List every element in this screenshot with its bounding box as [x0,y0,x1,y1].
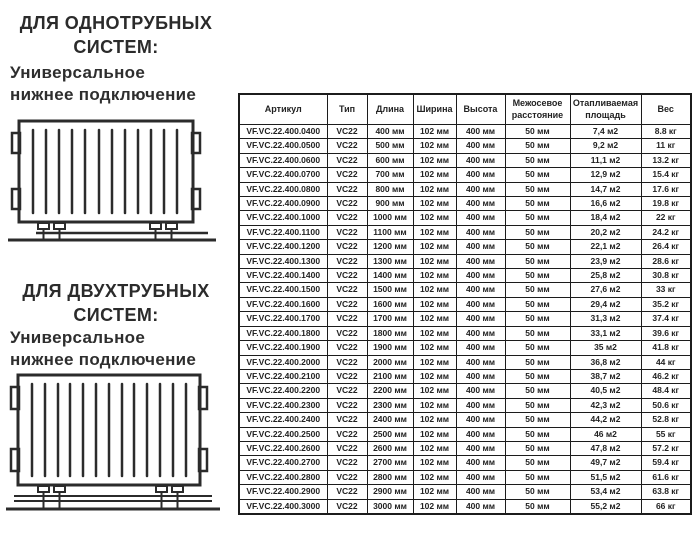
table-cell: 900 мм [367,197,413,211]
table-cell: VC22 [327,470,367,484]
table-cell: 50 мм [505,312,570,326]
table-cell: 17.6 кг [641,182,691,196]
table-cell: 50 мм [505,211,570,225]
table-cell: 102 мм [413,470,456,484]
table-cell: VC22 [327,153,367,167]
table-cell: 31,3 м2 [570,312,641,326]
table-cell: 37.4 кг [641,312,691,326]
table-cell: 11 кг [641,139,691,153]
table-cell: 400 мм [456,168,505,182]
column-header: Ширина [413,94,456,125]
table-cell: 1700 мм [367,312,413,326]
table-cell: 400 мм [456,355,505,369]
table-row [239,499,691,514]
table-cell: VC22 [327,297,367,311]
table-cell: VF.VC.22.400.1600 [239,297,327,311]
table-cell: 50 мм [505,470,570,484]
table-cell: 44,2 м2 [570,413,641,427]
table-cell: 50 мм [505,153,570,167]
table-cell: 1600 мм [367,297,413,311]
table-cell: VC22 [327,398,367,412]
table-cell: 2800 мм [367,470,413,484]
table-cell: 25,8 м2 [570,269,641,283]
table-cell: VF.VC.22.400.0800 [239,182,327,196]
table-cell: VF.VC.22.400.2800 [239,470,327,484]
table-cell: 400 мм [456,125,505,139]
column-header: Отапливаемая площадь [570,94,641,125]
table-cell: VC22 [327,456,367,470]
table-cell: 2700 мм [367,456,413,470]
table-cell: VC22 [327,197,367,211]
table-cell: 2000 мм [367,355,413,369]
table-cell: 20,2 м2 [570,225,641,239]
valve-connections [38,223,177,240]
table-cell: 102 мм [413,197,456,211]
table-cell: 400 мм [456,485,505,499]
table-cell: 59.4 кг [641,456,691,470]
table-row [239,168,691,182]
table-row [239,413,691,427]
table-cell: 50 мм [505,197,570,211]
section-subtitle-line: нижнее подключение [10,350,197,370]
spec-table-body [239,125,691,514]
table-cell: 42,3 м2 [570,398,641,412]
table-row [239,197,691,211]
table-cell: VF.VC.22.400.1200 [239,240,327,254]
table-cell: 102 мм [413,499,456,514]
table-cell: 36,8 м2 [570,355,641,369]
table-row [239,283,691,297]
table-cell: VC22 [327,341,367,355]
table-cell: 33,1 м2 [570,326,641,340]
table-cell: 400 мм [456,441,505,455]
table-cell: 50 мм [505,398,570,412]
table-row [239,470,691,484]
table-cell: 40,5 м2 [570,384,641,398]
column-header: Артикул [239,94,327,125]
table-cell: 400 мм [456,254,505,268]
table-cell: VC22 [327,125,367,139]
table-cell: 400 мм [456,283,505,297]
table-cell: VF.VC.22.400.3000 [239,499,327,514]
table-cell: 2100 мм [367,369,413,383]
table-cell: 102 мм [413,485,456,499]
table-cell: 2200 мм [367,384,413,398]
table-cell: 400 мм [456,312,505,326]
table-cell: 1300 мм [367,254,413,268]
table-cell: 2900 мм [367,485,413,499]
radiator-fins [32,384,186,476]
table-cell: 102 мм [413,312,456,326]
table-cell: 50.6 кг [641,398,691,412]
table-cell: 29,4 м2 [570,297,641,311]
table-cell: 50 мм [505,240,570,254]
table-cell: 102 мм [413,254,456,268]
table-cell: 400 мм [456,369,505,383]
table-cell: VC22 [327,182,367,196]
table-cell: 400 мм [456,297,505,311]
table-cell: VC22 [327,254,367,268]
table-cell: 63.8 кг [641,485,691,499]
table-cell: 50 мм [505,355,570,369]
table-cell: 500 мм [367,139,413,153]
table-cell: 9,2 м2 [570,139,641,153]
table-cell: 102 мм [413,269,456,283]
table-cell: 50 мм [505,427,570,441]
table-cell: 102 мм [413,384,456,398]
table-row [239,139,691,153]
table-cell: VC22 [327,413,367,427]
table-cell: 3000 мм [367,499,413,514]
table-cell: VF.VC.22.400.2600 [239,441,327,455]
table-cell: 46.2 кг [641,369,691,383]
table-cell: 50 мм [505,456,570,470]
table-row [239,485,691,499]
table-cell: 50 мм [505,413,570,427]
table-cell: VC22 [327,326,367,340]
table-cell: VF.VC.22.400.0900 [239,197,327,211]
table-cell: 102 мм [413,225,456,239]
table-cell: VC22 [327,384,367,398]
table-cell: VC22 [327,312,367,326]
table-cell: 48.4 кг [641,384,691,398]
table-cell: VC22 [327,499,367,514]
table-row [239,384,691,398]
table-cell: 2600 мм [367,441,413,455]
table-cell: 400 мм [456,341,505,355]
table-cell: 50 мм [505,269,570,283]
table-cell: VF.VC.22.400.1800 [239,326,327,340]
table-cell: 26.4 кг [641,240,691,254]
table-row [239,211,691,225]
table-cell: 102 мм [413,341,456,355]
table-cell: 35 м2 [570,341,641,355]
table-cell: 8.8 кг [641,125,691,139]
table-cell: 102 мм [413,297,456,311]
table-cell: 50 мм [505,225,570,239]
table-row [239,369,691,383]
table-cell: VC22 [327,427,367,441]
table-row [239,355,691,369]
table-cell: 102 мм [413,240,456,254]
table-cell: VF.VC.22.400.1900 [239,341,327,355]
table-cell: 102 мм [413,413,456,427]
table-cell: 16,6 м2 [570,197,641,211]
table-cell: 46 м2 [570,427,641,441]
table-cell: 800 мм [367,182,413,196]
table-row [239,456,691,470]
table-cell: 102 мм [413,441,456,455]
table-cell: 38,7 м2 [570,369,641,383]
radiator-fins [33,130,177,213]
table-cell: VC22 [327,225,367,239]
table-cell: VC22 [327,441,367,455]
table-cell: VF.VC.22.400.0600 [239,153,327,167]
table-cell: 50 мм [505,168,570,182]
table-cell: 41.8 кг [641,341,691,355]
table-cell: 13.2 кг [641,153,691,167]
table-cell: VF.VC.22.400.1300 [239,254,327,268]
table-cell: 50 мм [505,125,570,139]
table-cell: 14,7 м2 [570,182,641,196]
table-cell: 400 мм [456,240,505,254]
table-cell: 1200 мм [367,240,413,254]
left-panel [0,0,232,535]
table-cell: 400 мм [456,456,505,470]
table-row [239,225,691,239]
radiator-two-pipe-diagram [6,371,222,515]
table-cell: 102 мм [413,456,456,470]
table-cell: VF.VC.22.400.2700 [239,456,327,470]
table-cell: 102 мм [413,211,456,225]
table-cell: 51,5 м2 [570,470,641,484]
table-cell: VF.VC.22.400.2400 [239,413,327,427]
table-cell: 50 мм [505,283,570,297]
table-cell: 50 мм [505,139,570,153]
table-cell: 50 мм [505,369,570,383]
table-row [239,254,691,268]
table-cell: 61.6 кг [641,470,691,484]
radiator-one-pipe-diagram [6,116,220,246]
column-header: Высота [456,94,505,125]
table-cell: 1400 мм [367,269,413,283]
table-cell: 55 кг [641,427,691,441]
table-cell: 2400 мм [367,413,413,427]
table-cell: 400 мм [456,269,505,283]
table-cell: VC22 [327,485,367,499]
section-subtitle-line: нижнее подключение [10,85,197,105]
table-cell: 22,1 м2 [570,240,641,254]
table-cell: 102 мм [413,427,456,441]
section-title-two-pipe [8,279,224,328]
table-cell: 22 кг [641,211,691,225]
table-cell: 400 мм [456,413,505,427]
table-cell: 35.2 кг [641,297,691,311]
table-cell: 55,2 м2 [570,499,641,514]
table-cell: 50 мм [505,441,570,455]
table-row [239,182,691,196]
table-row [239,441,691,455]
table-cell: 52.8 кг [641,413,691,427]
table-cell: 102 мм [413,326,456,340]
table-cell: 102 мм [413,153,456,167]
table-cell: 19.8 кг [641,197,691,211]
table-cell: VC22 [327,211,367,225]
table-cell: 30.8 кг [641,269,691,283]
section-subtitle-line: Универсальное [10,328,146,347]
table-cell: 27,6 м2 [570,283,641,297]
table-cell: 50 мм [505,182,570,196]
section-title-line: СИСТЕМ: [73,37,159,58]
section-title-line: СИСТЕМ: [73,305,159,326]
table-cell: 400 мм [456,384,505,398]
spec-table-header-row [239,94,691,125]
table-cell: VF.VC.22.400.0700 [239,168,327,182]
table-cell: VC22 [327,355,367,369]
section-title-line: ДЛЯ ОДНОТРУБНЫХ [19,13,213,33]
table-row [239,297,691,311]
section-subtitle-two-pipe [10,327,230,372]
table-cell: 50 мм [505,485,570,499]
table-cell: VF.VC.22.400.2900 [239,485,327,499]
table-cell: 102 мм [413,139,456,153]
table-cell: 400 мм [456,197,505,211]
table-cell: 50 мм [505,326,570,340]
table-cell: 102 мм [413,369,456,383]
table-cell: 39.6 кг [641,326,691,340]
table-cell: 49,7 м2 [570,456,641,470]
spec-table-container [238,93,690,515]
table-cell: 1500 мм [367,283,413,297]
table-cell: 400 мм [456,398,505,412]
table-cell: 102 мм [413,182,456,196]
column-header: Межосевое расстояние [505,94,570,125]
table-cell: 400 мм [367,125,413,139]
table-cell: VF.VC.22.400.0500 [239,139,327,153]
table-cell: 102 мм [413,125,456,139]
table-row [239,125,691,139]
table-cell: 11,1 м2 [570,153,641,167]
table-cell: 24.2 кг [641,225,691,239]
table-cell: 400 мм [456,326,505,340]
table-cell: 400 мм [456,499,505,514]
table-cell: VF.VC.22.400.2000 [239,355,327,369]
section-title-one-pipe [8,11,224,60]
table-row [239,312,691,326]
table-cell: 44 кг [641,355,691,369]
table-cell: 50 мм [505,297,570,311]
table-cell: 15.4 кг [641,168,691,182]
table-cell: 600 мм [367,153,413,167]
table-cell: VF.VC.22.400.1500 [239,283,327,297]
table-row [239,427,691,441]
table-cell: VF.VC.22.400.2200 [239,384,327,398]
table-cell: VC22 [327,369,367,383]
table-row [239,269,691,283]
table-cell: 50 мм [505,341,570,355]
table-cell: 400 мм [456,139,505,153]
column-header: Тип [327,94,367,125]
table-row [239,398,691,412]
table-cell: 400 мм [456,427,505,441]
table-cell: 2500 мм [367,427,413,441]
table-cell: 50 мм [505,384,570,398]
table-cell: 50 мм [505,254,570,268]
table-cell: VF.VC.22.400.1700 [239,312,327,326]
table-cell: VC22 [327,269,367,283]
table-row [239,153,691,167]
table-cell: 1800 мм [367,326,413,340]
table-cell: 700 мм [367,168,413,182]
table-cell: 400 мм [456,470,505,484]
table-cell: 7,4 м2 [570,125,641,139]
table-cell: VC22 [327,240,367,254]
table-cell: 23,9 м2 [570,254,641,268]
table-cell: 102 мм [413,168,456,182]
table-cell: 66 кг [641,499,691,514]
table-cell: 53,4 м2 [570,485,641,499]
section-subtitle-line: Универсальное [10,63,146,82]
table-cell: VF.VC.22.400.2300 [239,398,327,412]
table-cell: 2300 мм [367,398,413,412]
table-cell: 400 мм [456,211,505,225]
table-cell: 47,8 м2 [570,441,641,455]
table-cell: VC22 [327,168,367,182]
table-cell: VC22 [327,139,367,153]
table-cell: 18,4 м2 [570,211,641,225]
table-cell: 12,9 м2 [570,168,641,182]
table-cell: VF.VC.22.400.1100 [239,225,327,239]
table-cell: VF.VC.22.400.1400 [239,269,327,283]
table-cell: 400 мм [456,182,505,196]
table-cell: VF.VC.22.400.1000 [239,211,327,225]
table-cell: 400 мм [456,153,505,167]
table-cell: VC22 [327,283,367,297]
table-row [239,341,691,355]
table-cell: 28.6 кг [641,254,691,268]
table-cell: 1100 мм [367,225,413,239]
table-cell: 400 мм [456,225,505,239]
table-cell: 102 мм [413,355,456,369]
table-cell: 50 мм [505,499,570,514]
table-cell: VF.VC.22.400.2500 [239,427,327,441]
table-cell: VF.VC.22.400.0400 [239,125,327,139]
section-subtitle-one-pipe [10,62,230,107]
table-cell: 102 мм [413,398,456,412]
table-cell: 33 кг [641,283,691,297]
table-cell: 1900 мм [367,341,413,355]
table-row [239,326,691,340]
table-row [239,240,691,254]
column-header: Длина [367,94,413,125]
spec-table [238,93,692,515]
table-cell: VF.VC.22.400.2100 [239,369,327,383]
table-cell: 1000 мм [367,211,413,225]
table-cell: 57.2 кг [641,441,691,455]
table-cell: 102 мм [413,283,456,297]
column-header: Вес [641,94,691,125]
section-title-line: ДЛЯ ДВУХТРУБНЫХ [22,281,210,301]
